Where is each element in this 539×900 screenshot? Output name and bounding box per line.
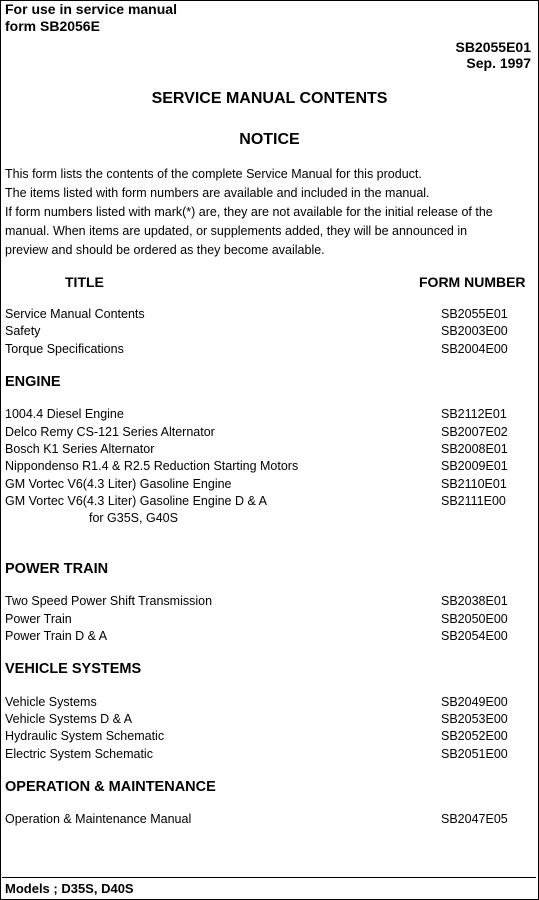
entry-form-number: SB2052E00 [441,729,508,743]
entry-form-number: SB2053E00 [441,712,508,726]
entry-subtitle: for G35S, G40S [89,511,178,525]
entry-form-number: SB2110E01 [441,477,507,491]
notice-line: This form lists the contents of the complete Service Manual for this product. [5,167,422,181]
title-column-header: TITLE [65,274,104,290]
section-heading-operation-maintenance: OPERATION & MAINTENANCE [5,779,216,795]
entry-title: Vehicle Systems D & A [5,712,133,726]
entry-title: Delco Remy CS-121 Series Alternator [5,425,215,439]
entry-title: Electric System Schematic [5,747,153,761]
entry-form-number: SB2009E01 [441,459,508,473]
section-heading-power-train: POWER TRAIN [5,561,109,577]
entry-title: Two Speed Power Shift Transmission [5,594,213,608]
usage-note-line1: For use in service manual [5,1,177,17]
entry-form-number: SB2007E02 [441,425,508,439]
entry-title: 1004.4 Diesel Engine [5,407,124,421]
entry-form-number: SB2051E00 [441,747,508,761]
page-title: SERVICE MANUAL CONTENTS [151,90,388,107]
notice-line: The items listed with form numbers are available and included in the manual. [5,186,430,200]
models-footer: Models ; D35S, D40S [5,881,134,896]
entry-title: Operation & Maintenance Manual [5,812,192,826]
entry-title: Nippondenso R1.4 & R2.5 Reduction Starting Motors [5,459,299,473]
entry-title: Torque Specifications [5,342,124,356]
entry-form-number: SB2004E00 [441,342,508,356]
form-number-column-header: FORM NUMBER [419,274,526,290]
entry-title: Hydraulic System Schematic [5,729,165,743]
entry-title: Safety [5,324,41,338]
form-number: SB2055E01 [455,39,531,55]
entry-form-number: SB2038E01 [441,594,508,608]
section-heading-engine: ENGINE [5,374,61,390]
entry-form-number: SB2003E00 [441,324,508,338]
entry-form-number: SB2112E01 [441,407,507,421]
notice-heading: NOTICE [239,131,300,148]
entry-form-number: SB2050E00 [441,612,508,626]
entry-title: Power Train D & A [5,629,108,643]
entry-form-number: SB2054E00 [441,629,508,643]
entry-title: GM Vortec V6(4.3 Liter) Gasoline Engine D & A [5,494,267,508]
entry-title: Power Train [5,612,72,626]
entry-title: Vehicle Systems [5,695,97,709]
entry-form-number: SB2008E01 [441,442,508,456]
usage-note-line2: form SB2056E [5,18,100,34]
entry-form-number: SB2055E01 [441,307,508,321]
entry-title: GM Vortec V6(4.3 Liter) Gasoline Engine [5,477,232,491]
footer-divider [2,877,536,878]
notice-line: preview and should be ordered as they become available. [5,243,325,257]
section-heading-vehicle-systems: VEHICLE SYSTEMS [5,661,142,677]
entry-form-number: SB2049E00 [441,695,508,709]
issue-date: Sep. 1997 [466,55,531,71]
entry-form-number: SB2111E00 [441,494,506,508]
entry-form-number: SB2047E05 [441,812,508,826]
notice-line: If form numbers listed with mark(*) are, they are not available for the initial release of the [5,205,493,219]
entry-title: Bosch K1 Series Alternator [5,442,155,456]
entry-title: Service Manual Contents [5,307,145,321]
notice-line: manual. When items are updated, or supplements added, they will be announced in [5,224,468,238]
